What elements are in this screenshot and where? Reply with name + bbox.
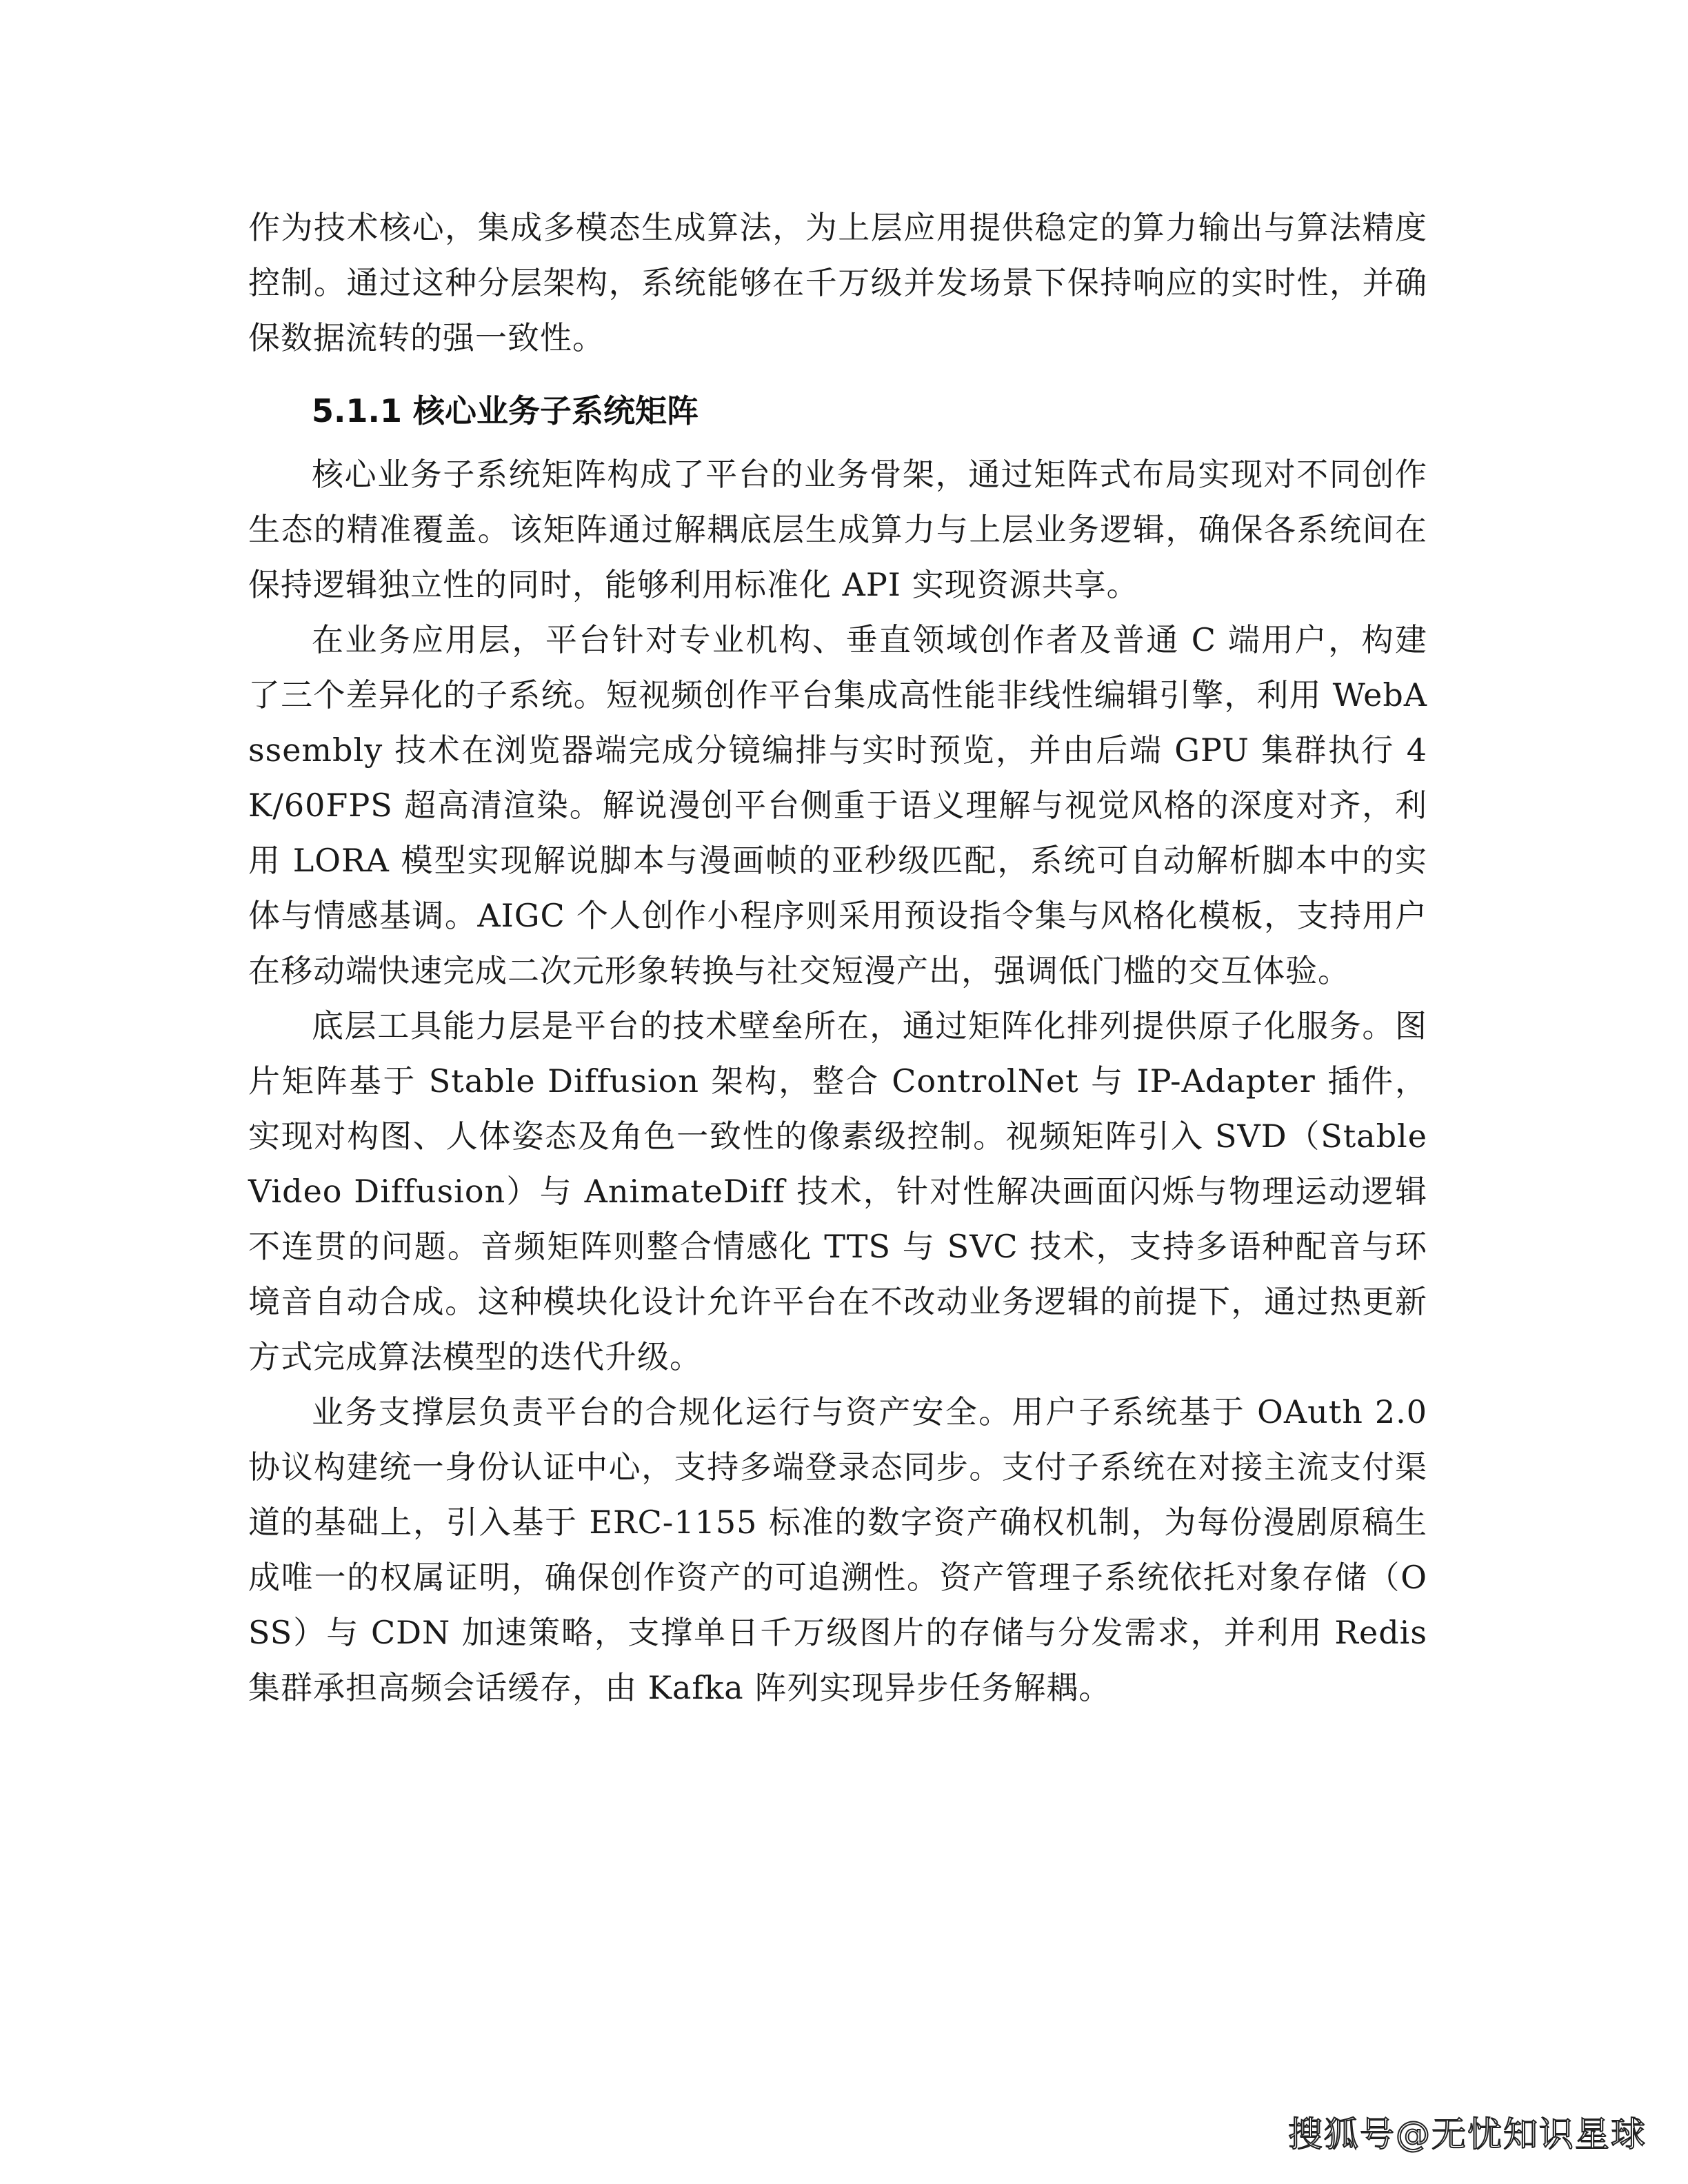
section-heading: 5.1.1 核心业务子系统矩阵 [312,392,699,429]
body-paragraph-2: 在业务应用层，平台针对专业机构、垂直领域创作者及普通 C 端用户，构建了三个差异化的子系统。短视频创作平台集成高性能非线性编辑引擎，利用 WebAssembly 技术在浏览器端完成分镜编排与实时预览，并由后端 GPU 集群执行 4K/60FPS 超高清渲染。解说漫创平台侧重于语义理解与视觉风格的深度对齐，利用 LORA 模型实现解说脚本与漫画帧的亚秒级匹配，系统可自动解析脚本中的实体与情感基调。AIGC 个人创作小程序则采用预设指令集与风格化模板，支持用户在移动端快速完成二次元形象转换与社交短漫产出，强调低门槛的交互体验。 [248,621,1427,989]
document-page [248,200,1427,1715]
body-paragraph-4: 业务支撑层负责平台的合规化运行与资产安全。用户子系统基于 OAuth 2.0 协议构建统一身份认证中心，支持多端登录态同步。支付子系统在对接主流支付渠道的基础上，引入基于 ERC-1155 标准的数字资产确权机制，为每份漫剧原稿生成唯一的权属证明，确保创作资产的可追溯性。资产管理子系统依托对象存储（OSS）与 CDN 加速策略，支撑单日千万级图片的存储与分发需求，并利用 Redis 集群承担高频会话缓存，由 Kafka 阵列实现异步任务解耦。 [248,1393,1427,1706]
body-paragraph-3: 底层工具能力层是平台的技术壁垒所在，通过矩阵化排列提供原子化服务。图片矩阵基于 Stable Diffusion 架构，整合 ControlNet 与 IP-Adapter 插件，实现对构图、人体姿态及角色一致性的像素级控制。视频矩阵引入 SVD（Stable Video Diffusion）与 AnimateDiff 技术，针对性解决画面闪烁与物理运动逻辑不连贯的问题。音频矩阵则整合情感化 TTS 与 SVC 技术，支持多语种配音与环境音自动合成。这种模块化设计允许平台在不改动业务逻辑的前提下，通过热更新方式完成算法模型的迭代升级。 [248,1007,1427,1375]
body-paragraph-1: 核心业务子系统矩阵构成了平台的业务骨架，通过矩阵式布局实现对不同创作生态的精准覆盖。该矩阵通过解耦底层生成算力与上层业务逻辑，确保各系统间在保持逻辑独立性的同时，能够利用标准化 API 实现资源共享。 [248,456,1427,603]
watermark: 搜狐号@无忧知识星球 [1288,2114,1647,2154]
intro-paragraph: 作为技术核心，集成多模态生成算法，为上层应用提供稳定的算力输出与算法精度控制。通过这种分层架构，系统能够在千万级并发场景下保持响应的实时性，并确保数据流转的强一致性。 [248,209,1427,356]
